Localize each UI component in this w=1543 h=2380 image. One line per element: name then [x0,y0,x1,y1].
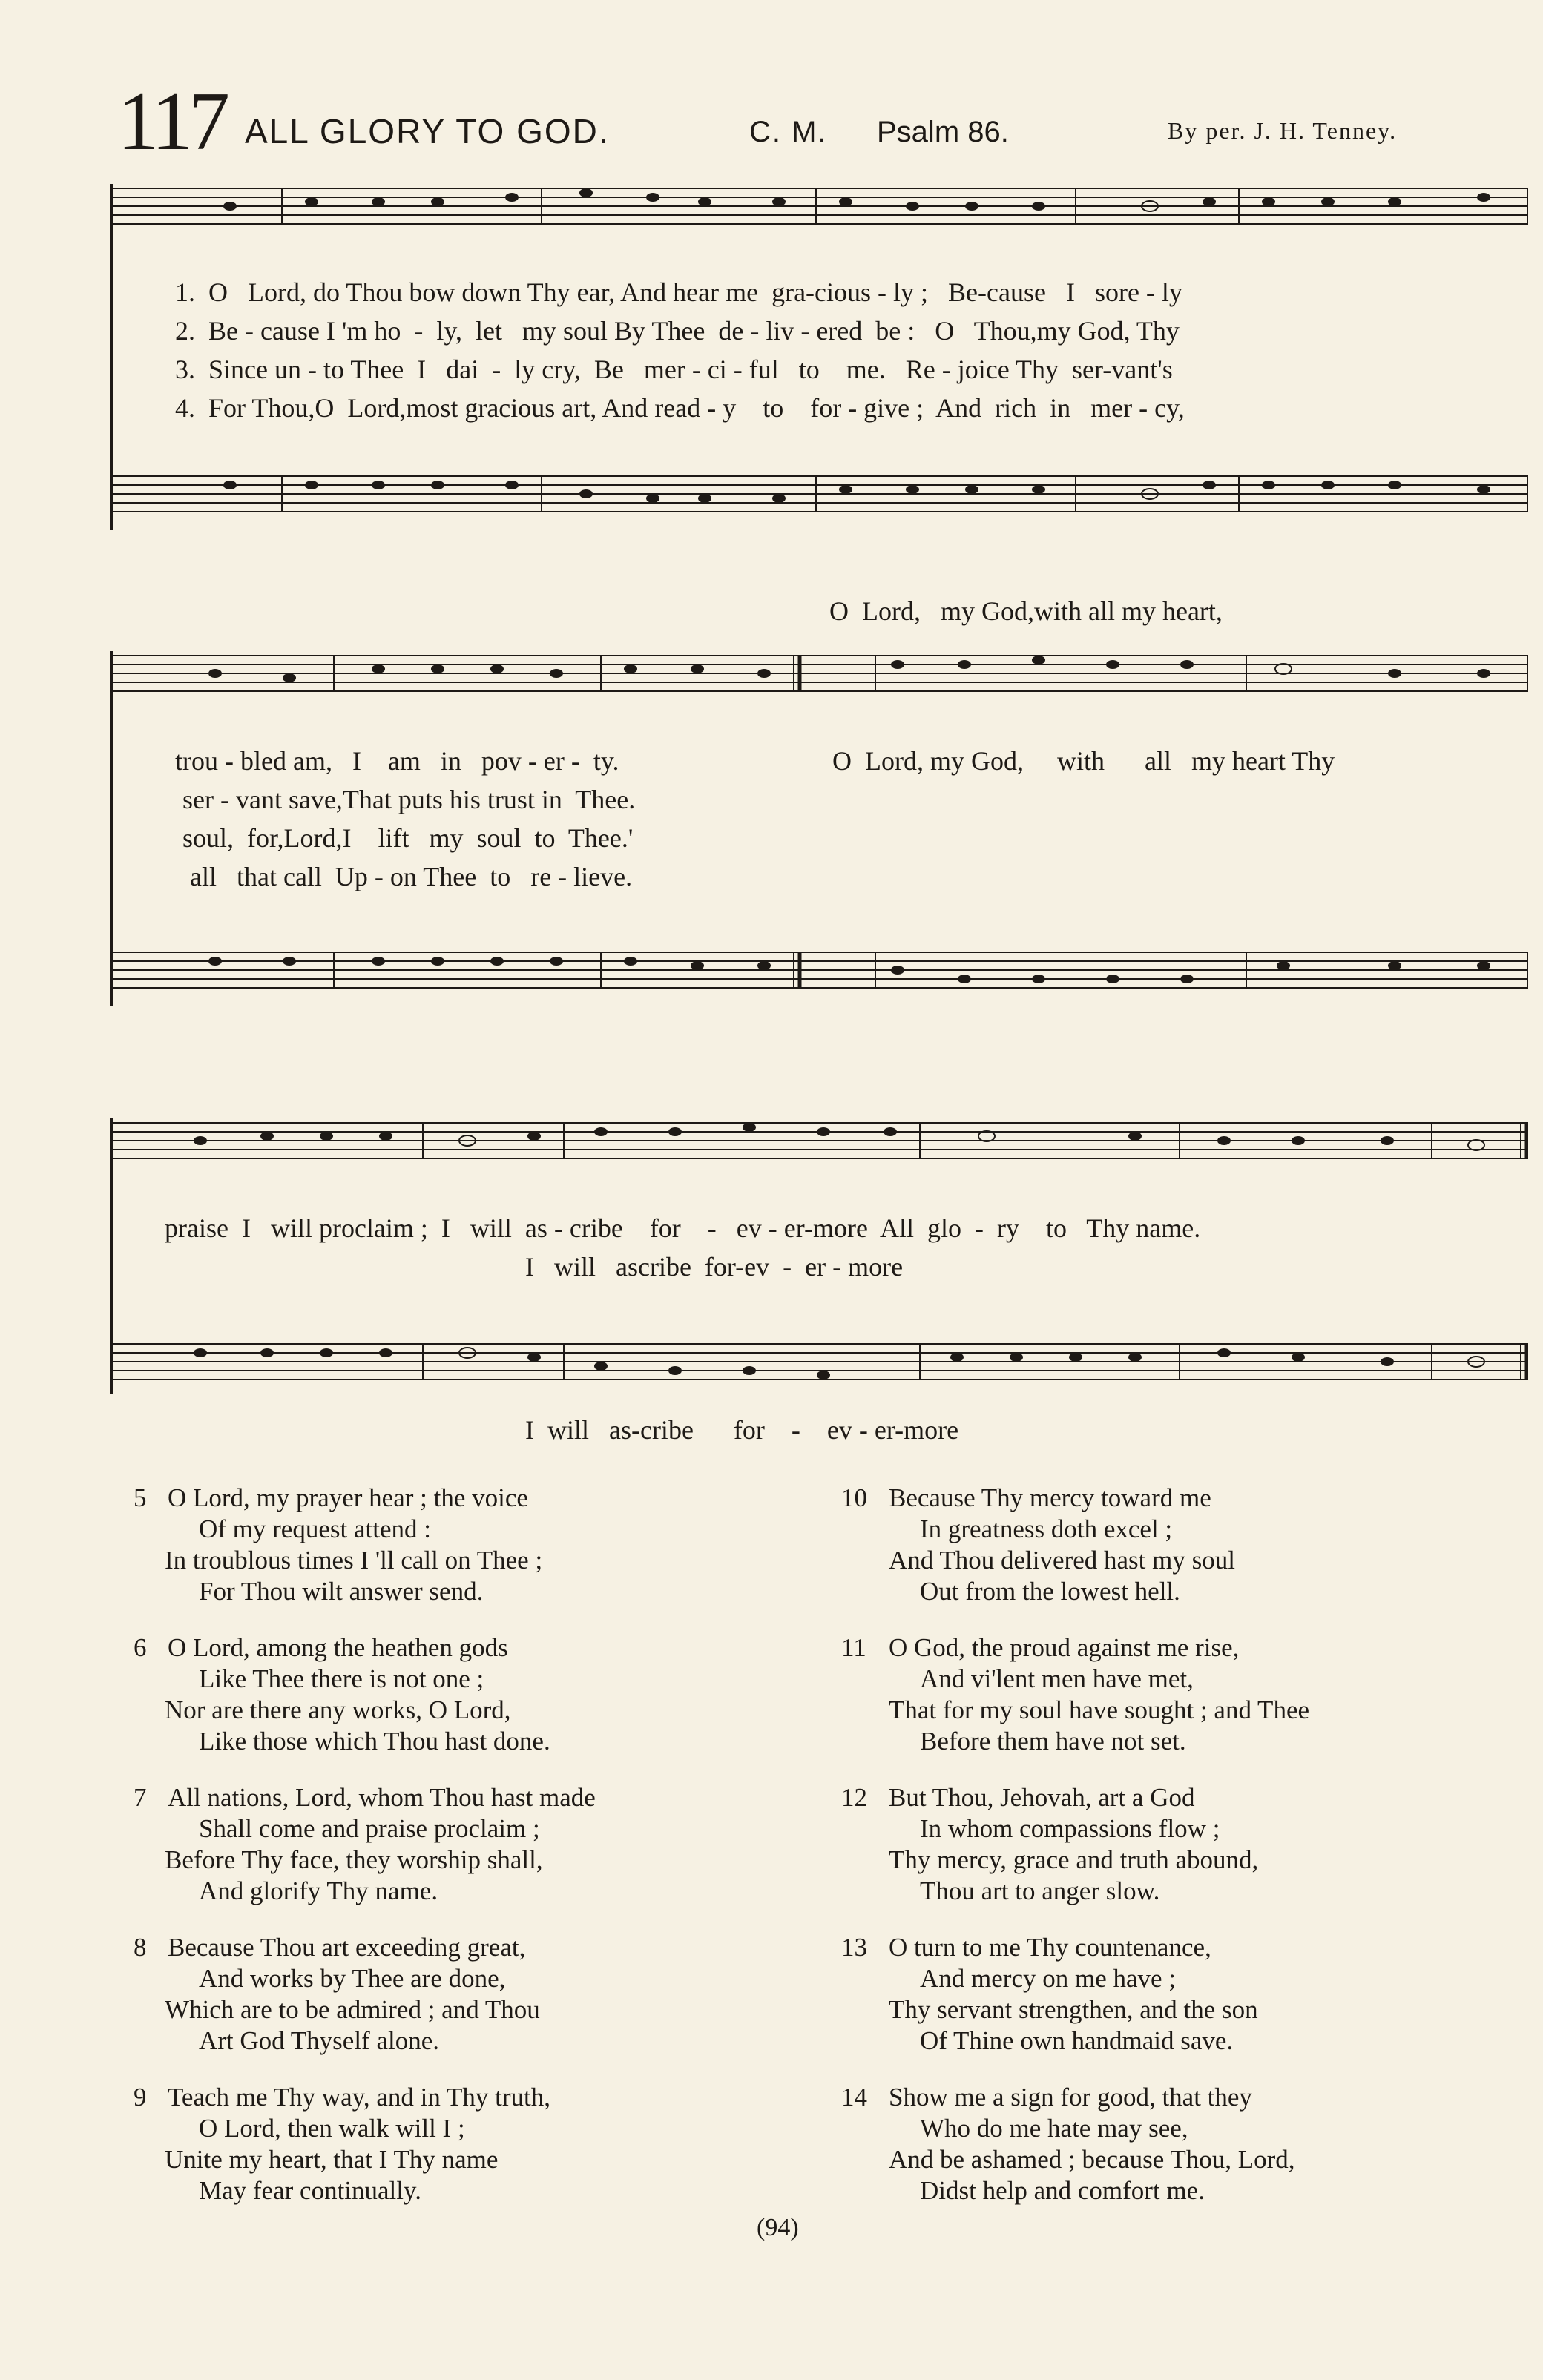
bass-staff-lines-3 [111,1342,1528,1381]
system-2-treble-staff [111,654,1528,693]
stanza-line: O God, the proud against me rise, [889,1633,1240,1662]
stanza-line: That for my soul have sought ; and Thee [889,1695,1310,1724]
system-1-bass-staff [111,475,1528,513]
stanza-line: O Lord, my prayer hear ; the voice [168,1483,528,1512]
verse-3-lyrics: 3. Since un - to Thee I dai - ly cry, Be mer - ci - ful to me. Re - joice Thy ser-vant's [175,355,1173,384]
stanza-line: Out from the lowest hell. [920,1577,1180,1606]
system-2-refrain: O Lord, my God, with all my heart Thy [832,746,1335,776]
stanza-line: O Lord, then walk will I ; [199,2114,465,2143]
verse-2-lyrics: 2. Be - cause I 'm ho - ly, let my soul By Thee de - liv - ered be : O Thou,my God, Thy [175,316,1180,346]
stanza-line: Nor are there any works, O Lord, [165,1695,511,1724]
stanza-line: Because Thy mercy toward me [889,1483,1211,1512]
stanza-line: For Thou wilt answer send. [199,1577,484,1606]
stanza-line: Like those which Thou hast done. [199,1727,550,1756]
stanza-line: But Thou, Jehovah, art a God [889,1783,1195,1812]
bass-staff-lines [111,475,1528,513]
hymn-composer: By per. J. H. Tenney. [1168,117,1398,144]
stanza-line: In greatness doth excel ; [920,1514,1173,1543]
stanza-line: And Thou delivered hast my soul [889,1546,1235,1575]
system-2-verse-4: all that call Up - on Thee to re - lieve. [190,862,633,891]
stanza-line: In whom compassions flow ; [920,1814,1220,1843]
system-3-lyric-line-1: praise I will proclaim ; I will as - cribe for - ev - er-more All glo - ry to Thy name. [165,1213,1201,1243]
system-3-below-lyric: I will as-cribe for - ev - er-more [525,1415,959,1445]
stanza-line: And works by Thee are done, [199,1964,506,1993]
stanza-line: Shall come and praise proclaim ; [199,1814,540,1843]
stanza-number: 5 [134,1483,147,1512]
hymn-number: 117 [117,76,226,168]
system-2-bass-staff [111,951,1528,989]
stanza-line: Who do me hate may see, [920,2114,1188,2143]
system-3-lyric-line-2: I will ascribe for-ev - er - more [525,1252,904,1282]
stanza-number: 14 [841,2083,867,2112]
stanza-line: All nations, Lord, whom Thou hast made [168,1783,596,1812]
system-1-treble-staff [111,187,1528,225]
stanza-number: 13 [841,1933,867,1962]
stanza-line: Because Thou art exceeding great, [168,1933,526,1962]
bass-staff-lines-2 [111,951,1528,989]
stanza-line: Art God Thyself alone. [199,2026,440,2055]
stanza-number: 8 [134,1933,147,1962]
stanza-line: Didst help and comfort me. [920,2176,1205,2205]
system-3-bass-staff [111,1342,1528,1381]
hymn-meter: C. M. [749,116,828,148]
stanza-line: And be ashamed ; because Thou, Lord, [889,2145,1295,2174]
page-number: (94) [757,2214,799,2241]
stanza-line: Thy mercy, grace and truth abound, [889,1845,1259,1874]
stanza-line: Like Thee there is not one ; [199,1664,484,1693]
stanza-line: Show me a sign for good, that they [889,2083,1252,2112]
treble-staff-lines-3 [111,1121,1528,1160]
stanza-line: Which are to be admired ; and Thou [165,1995,540,2024]
stanza-number: 11 [841,1633,866,1662]
system-2-verse-2: ser - vant save,That puts his trust in Thee. [182,785,636,814]
system-2-verse-3: soul, for,Lord,I lift my soul to Thee.' [182,823,634,853]
verse-4-lyrics: 4. For Thou,O Lord,most gracious art, And read - y to for - give ; And rich in mer - cy, [175,393,1185,423]
stanza-line: Of my request attend : [199,1514,431,1543]
stanza-line: Thou art to anger slow. [920,1876,1160,1905]
verse-1-lyrics: 1. O Lord, do Thou bow down Thy ear, And hear me gra-cious - ly ; Be-cause I sore - ly [175,277,1182,307]
hymn-title: ALL GLORY TO GOD. [245,112,610,151]
stanza-line: Teach me Thy way, and in Thy truth, [168,2083,550,2112]
stanza-line: Before Thy face, they worship shall, [165,1845,543,1874]
stanza-line: Thy servant strengthen, and the son [889,1995,1258,2024]
stanza-line: Of Thine own handmaid save. [920,2026,1234,2055]
treble-staff-lines [111,187,1528,225]
system-2-verse-1: trou - bled am, I am in pov - er - ty. [175,746,619,776]
stanza-line: O Lord, among the heathen gods [168,1633,508,1662]
stanza-line: May fear continually. [199,2176,421,2205]
stanza-line: And glorify Thy name. [199,1876,438,1905]
treble-staff-lines-2 [111,654,1528,693]
stanza-number: 6 [134,1633,147,1662]
stanza-line: O turn to me Thy countenance, [889,1933,1211,1962]
stanza-number: 9 [134,2083,147,2112]
stanza-line: Unite my heart, that I Thy name [165,2145,499,2174]
stanza-number: 12 [841,1783,867,1812]
stanza-number: 7 [134,1783,147,1812]
stanza-line: Before them have not set. [920,1727,1186,1756]
stanza-line: And mercy on me have ; [920,1964,1177,1993]
system-3-treble-staff [111,1121,1528,1160]
stanza-line: And vi'lent men have met, [920,1664,1194,1693]
stanza-line: In troublous times I 'll call on Thee ; [165,1546,543,1575]
hymn-psalm: Psalm 86. [877,116,1009,148]
stanza-number: 10 [841,1483,867,1512]
system-2-above-lyric: O Lord, my God,with all my heart, [829,596,1223,626]
